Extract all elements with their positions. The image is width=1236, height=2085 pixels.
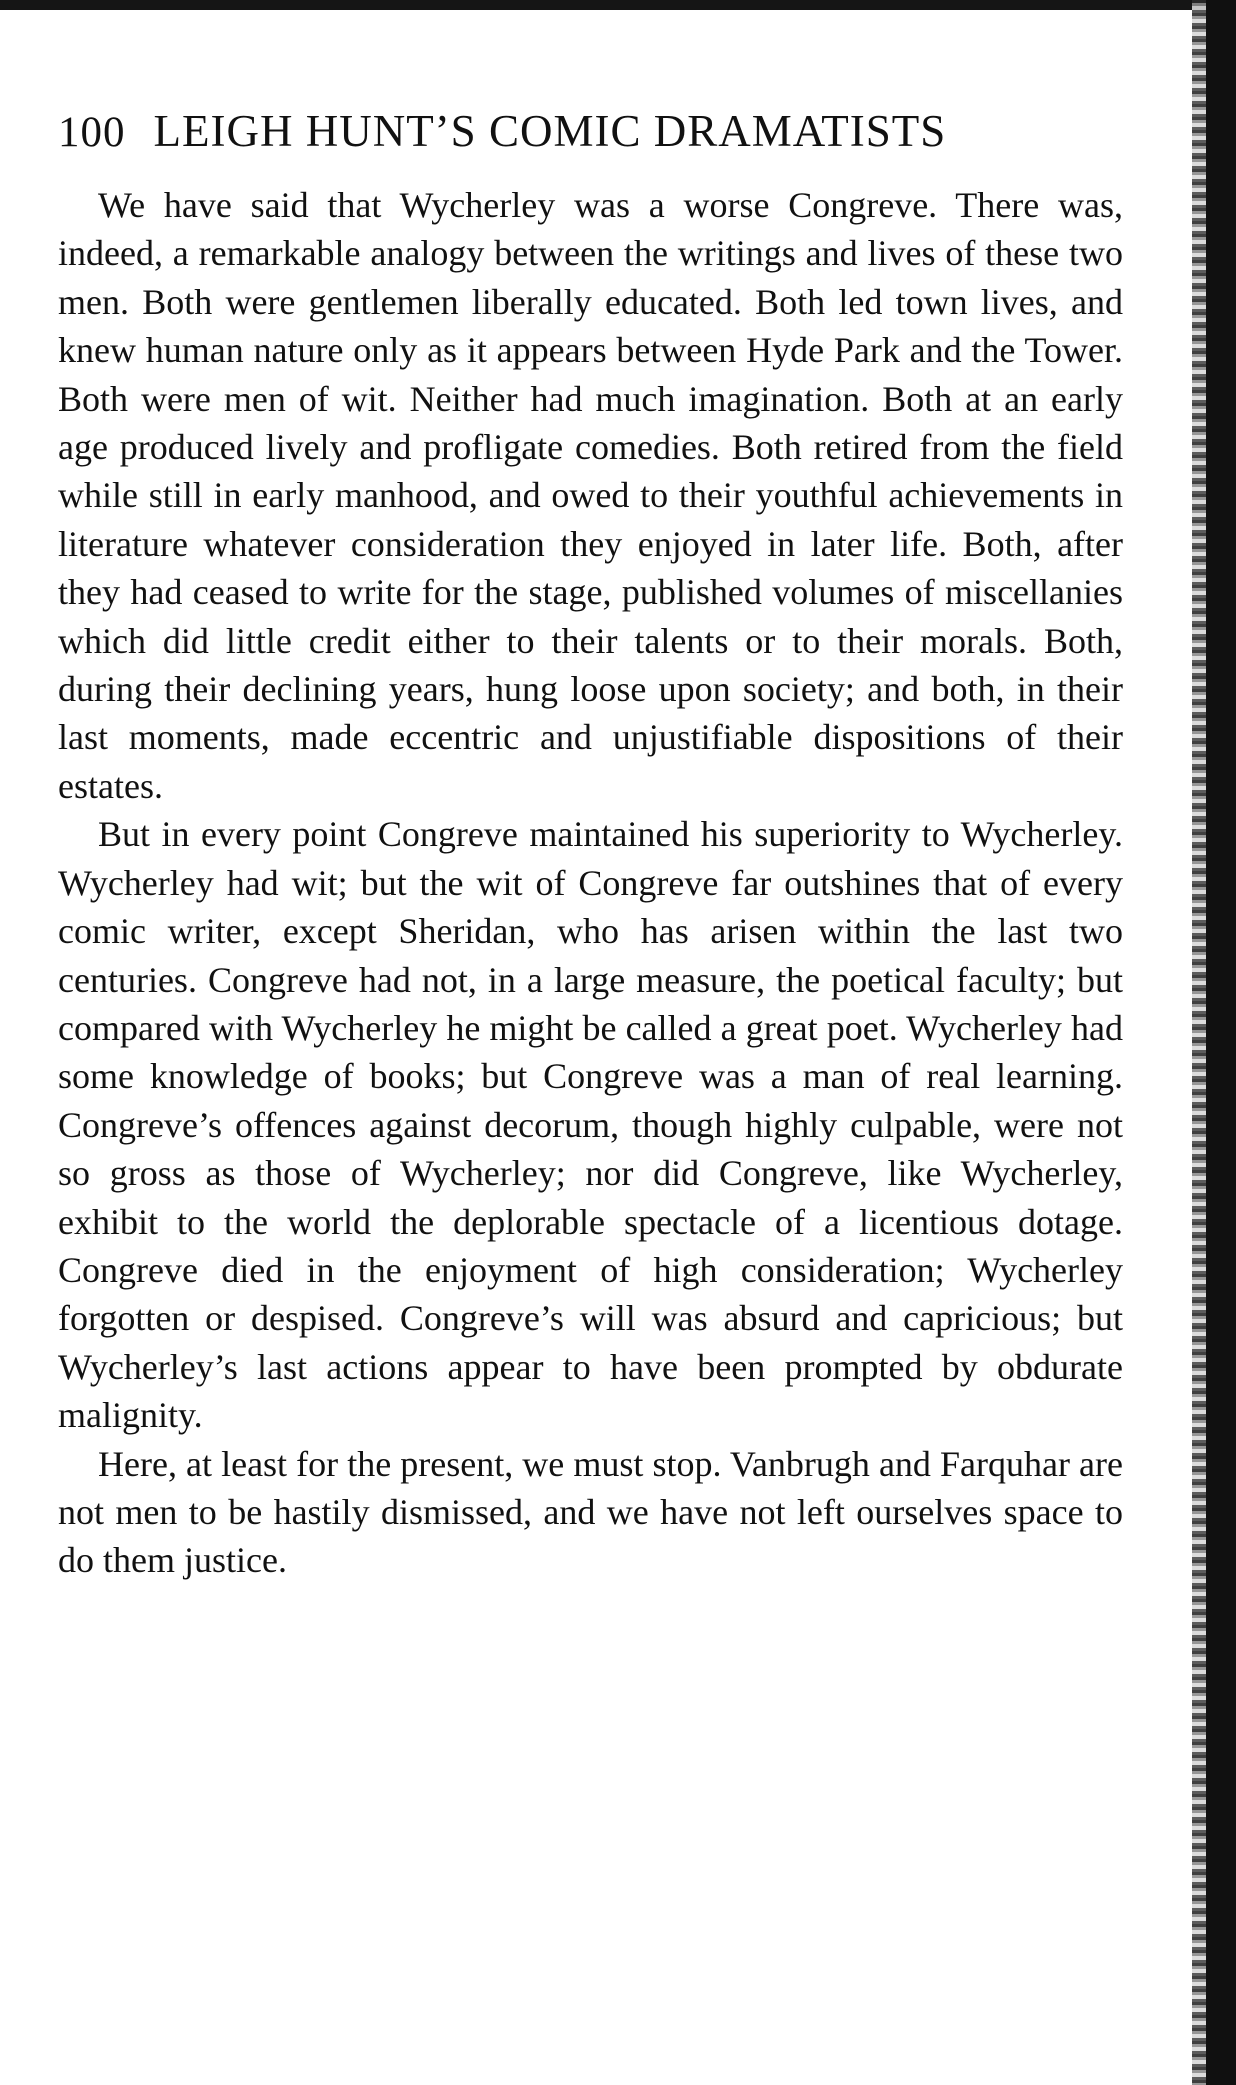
paragraph-wycherley-congreve-comparison: We have said that Wycherley was a worse Congreve. There was, indeed, a remarkable analogy between the writings and lives of these two men. Both were gentlemen liberally educated. Both led town lives, and knew human nature only as it appears between Hyde Park and the Tower. Both were men of wit. Neither had much imagination. Both at an early age produced lively and profligate comedies. Both retired from the field while still in early manhood, and owed to their youthful achievements in literature whatever consideration they enjoyed in later life. Both, after they had ceased to write for the stage, published volumes of miscellanies which did little credit either to their talents or to their morals. Both, during their declining years, hung loose upon society; and both, in their last moments, made eccentric and unjustifiable dispositions of their estates. (58, 185, 1123, 806)
scanned-page-edge-fringe (1192, 0, 1206, 2085)
running-title: LEIGH HUNT’S COMIC DRAMATISTS (153, 106, 947, 156)
page-body-text (58, 181, 1123, 1585)
top-page-edge-rule (0, 0, 1212, 10)
paragraph-congreve-superiority: But in every point Congreve maintained his superiority to Wycherley. Wycherley had wit; but the wit of Congreve far outshines that of every comic writer, except Sheridan, who has arisen within the last two centuries. Congreve had not, in a large measure, the poetical faculty; but compared with Wycherley he might be called a great poet. Wycherley had some knowledge of books; but Congreve was a man of real learning. Congreve’s offences against decorum, though highly culpable, were not so gross as those of Wycherley; nor did Congreve, like Wycherley, exhibit to the world the deplorable spectacle of a licentious dotage. Congreve died in the enjoyment of high consideration; Wycherley forgotten or despised. Congreve’s will was absurd and capricious; but Wycherley’s last actions appear to have been prompted by obdurate malignity. (58, 814, 1123, 1436)
paragraph-closing: Here, at least for the present, we must stop. Vanbrugh and Farquhar are not men to be hastily dismissed, and we have not left ourselves space to do them justice. (58, 1443, 1123, 1581)
book-page (58, 105, 1123, 1585)
page-number: 100 (58, 109, 126, 156)
running-header (58, 105, 1123, 165)
scanned-page-right-edge (1206, 0, 1236, 2085)
